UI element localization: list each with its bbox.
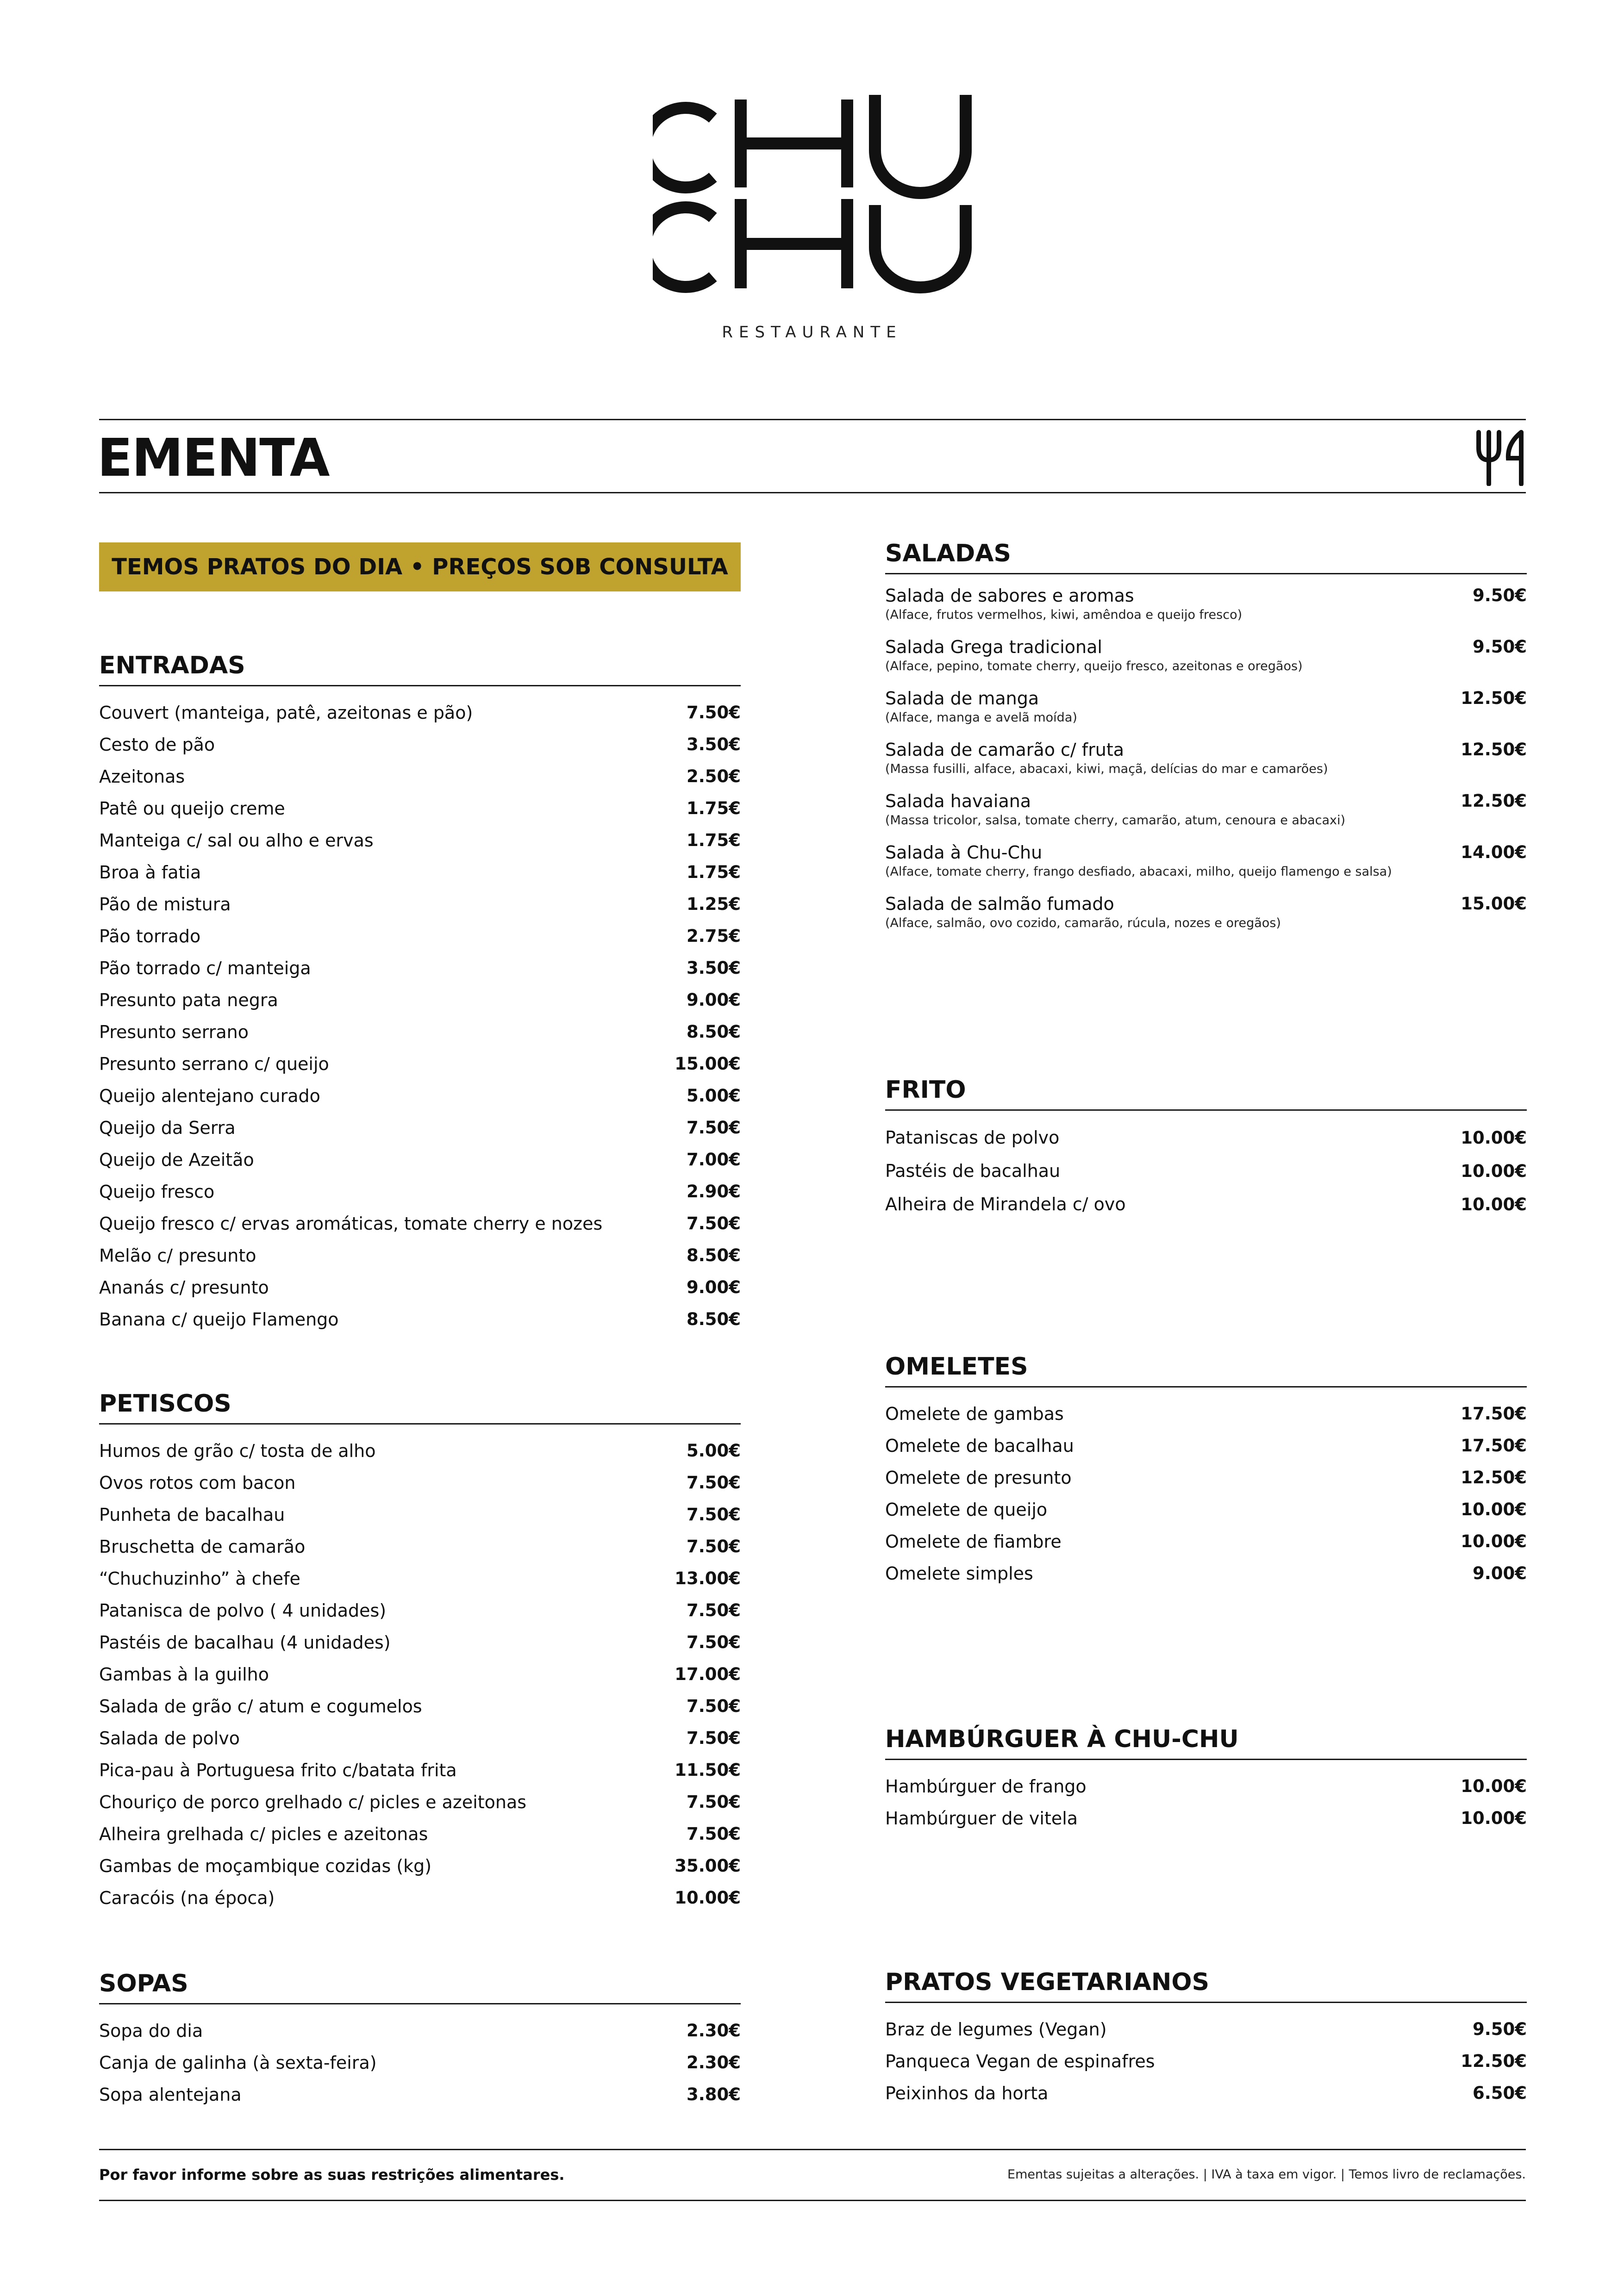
menu-item-price: 12.50€	[1461, 2051, 1527, 2071]
menu-item-description: (Alface, pepino, tomate cherry, queijo fresco, azeitonas e oregãos)	[885, 659, 1303, 673]
menu-item	[885, 636, 1527, 687]
menu-item-price: 7.50€	[686, 1213, 741, 1233]
menu-item	[885, 1462, 1527, 1493]
menu-item-name: Salada de polvo	[99, 1728, 240, 1748]
section-title: SOPAS	[99, 1970, 741, 2004]
menu-item-price: 2.75€	[686, 926, 741, 946]
menu-item-price: 9.00€	[1472, 1563, 1527, 1583]
footer-top-rule	[99, 2149, 1526, 2150]
menu-item-price: 2.90€	[686, 1182, 741, 1201]
menu-item-price: 14.00€	[1461, 842, 1527, 862]
menu-item	[99, 1690, 741, 1722]
menu-item-price: 35.00€	[675, 1856, 741, 1876]
menu-item-price: 10.00€	[1461, 1776, 1527, 1796]
menu-item	[99, 1850, 741, 1882]
menu-item	[885, 1525, 1527, 1557]
section-vegetarianos	[885, 1968, 1527, 2109]
menu-item	[99, 728, 741, 760]
menu-item	[99, 1818, 741, 1850]
menu-item	[885, 1188, 1527, 1221]
menu-item	[99, 1531, 741, 1562]
menu-item-name: Omelete simples	[885, 1563, 1033, 1584]
menu-item-price: 6.50€	[1472, 2083, 1527, 2103]
menu-item-name: Caracóis (na época)	[99, 1887, 275, 1908]
menu-item-price: 9.50€	[1472, 2019, 1527, 2039]
menu-item-price: 1.75€	[686, 830, 741, 850]
menu-item-text	[885, 893, 1281, 932]
menu-item	[885, 1802, 1527, 1834]
menu-item-description: (Massa tricolor, salsa, tomate cherry, camarão, atum, cenoura e abacaxi)	[885, 813, 1346, 828]
menu-item	[99, 1112, 741, 1144]
menu-item	[99, 856, 741, 888]
menu-item-name: Omelete de bacalhau	[885, 1435, 1074, 1456]
menu-item	[885, 585, 1527, 636]
menu-item-text	[885, 687, 1077, 726]
menu-item	[885, 2077, 1527, 2109]
menu-item-price: 17.50€	[1461, 1404, 1527, 1424]
menu-item	[885, 739, 1527, 790]
menu-item-price: 7.50€	[686, 1792, 741, 1812]
menu-item-name: Salada de salmão fumado	[885, 894, 1114, 914]
menu-item-name: Queijo de Azeitão	[99, 1149, 254, 1170]
menu-item	[99, 1435, 741, 1467]
menu-item-price: 2.50€	[686, 766, 741, 786]
menu-item	[99, 1594, 741, 1626]
menu-item-description: (Massa fusilli, alface, abacaxi, kiwi, maçã, delícias do mar e camarões)	[885, 762, 1328, 776]
cutlery-icon	[1475, 429, 1527, 486]
menu-item	[99, 760, 741, 792]
menu-item-name: Alheira de Mirandela c/ ovo	[885, 1194, 1126, 1214]
section-sopas	[99, 1970, 741, 2110]
menu-item	[885, 1154, 1527, 1188]
section-title: OMELETES	[885, 1353, 1527, 1388]
menu-item-name: Pataniscas de polvo	[885, 1127, 1060, 1148]
menu-list	[885, 585, 1527, 944]
section-entradas	[99, 652, 741, 1335]
menu-item	[885, 1770, 1527, 1802]
menu-item	[99, 2047, 741, 2078]
menu-item	[99, 1882, 741, 1914]
menu-item-price: 15.00€	[1461, 894, 1527, 914]
menu-item-price: 1.75€	[686, 798, 741, 818]
menu-item-price: 7.00€	[686, 1150, 741, 1170]
footer-bottom-rule	[99, 2200, 1526, 2201]
menu-item-name: Ananás c/ presunto	[99, 1277, 269, 1298]
menu-item-name: Patanisca de polvo ( 4 unidades)	[99, 1600, 387, 1621]
menu-item-text	[885, 585, 1242, 623]
menu-list	[99, 2015, 741, 2110]
section-title: SALADAS	[885, 540, 1527, 574]
menu-item-price: 7.50€	[686, 1632, 741, 1652]
menu-item-price: 3.50€	[686, 734, 741, 754]
menu-item	[885, 1493, 1527, 1525]
section-title: HAMBÚRGUER À CHU-CHU	[885, 1725, 1527, 1760]
menu-item-name: Omelete de fiambre	[885, 1531, 1062, 1552]
menu-item-text	[885, 636, 1303, 675]
menu-item-name: Patê ou queijo creme	[99, 798, 285, 819]
header-top-rule	[99, 419, 1526, 420]
menu-item-name: Pica-pau à Portuguesa frito c/batata frita	[99, 1760, 457, 1780]
menu-item-price: 10.00€	[675, 1888, 741, 1908]
menu-list	[99, 697, 741, 1335]
menu-item	[885, 841, 1527, 893]
menu-item	[99, 1626, 741, 1658]
menu-item-price: 2.30€	[686, 2053, 741, 2072]
menu-item-name: Pão de mistura	[99, 894, 231, 915]
menu-item-name: Braz de legumes (Vegan)	[885, 2019, 1107, 2040]
menu-item	[99, 1303, 741, 1335]
dietary-notice: Por favor informe sobre as suas restrições alimentares.	[99, 2166, 565, 2184]
menu-item	[99, 1080, 741, 1112]
section-title: ENTRADAS	[99, 652, 741, 686]
menu-item-name: “Chuchuzinho” à chefe	[99, 1568, 300, 1589]
menu-item-name: Punheta de bacalhau	[99, 1504, 285, 1525]
menu-item	[99, 1176, 741, 1207]
menu-item-price: 7.50€	[686, 1728, 741, 1748]
menu-list	[885, 1121, 1527, 1221]
menu-item-name: Alheira grelhada c/ picles e azeitonas	[99, 1823, 428, 1844]
menu-item-price: 2.30€	[686, 2021, 741, 2041]
menu-item-name: Salada havaiana	[885, 791, 1031, 811]
menu-item-price: 1.75€	[686, 862, 741, 882]
menu-item-name: Bruschetta de camarão	[99, 1536, 306, 1557]
menu-item-text	[885, 739, 1328, 778]
menu-item-name: Gambas de moçambique cozidas (kg)	[99, 1855, 432, 1876]
menu-item	[885, 1121, 1527, 1154]
menu-item	[99, 824, 741, 856]
menu-item-price: 17.00€	[675, 1664, 741, 1684]
menu-item-price: 13.00€	[675, 1568, 741, 1588]
section-omeletes	[885, 1353, 1527, 1589]
menu-item-price: 7.50€	[686, 1118, 741, 1138]
menu-item	[885, 1398, 1527, 1430]
menu-item	[99, 1786, 741, 1818]
menu-item-price: 7.50€	[686, 1505, 741, 1524]
menu-item	[99, 1144, 741, 1176]
menu-item-name: Broa à fatia	[99, 862, 201, 883]
menu-item-name: Hambúrguer de frango	[885, 1776, 1087, 1797]
menu-item	[885, 2045, 1527, 2077]
menu-list	[885, 1398, 1527, 1589]
menu-item-price: 9.00€	[686, 1277, 741, 1297]
menu-item-price: 10.00€	[1461, 1808, 1527, 1828]
menu-item-name: Pão torrado	[99, 926, 201, 946]
menu-item-name: Chouriço de porco grelhado c/ picles e azeitonas	[99, 1792, 527, 1812]
menu-item-price: 15.00€	[675, 1054, 741, 1074]
menu-item-price: 10.00€	[1461, 1531, 1527, 1551]
menu-item-price: 12.50€	[1461, 1468, 1527, 1487]
menu-item	[99, 1658, 741, 1690]
menu-item	[885, 1557, 1527, 1589]
menu-item-price: 10.00€	[1461, 1127, 1527, 1148]
menu-item-name: Manteiga c/ sal ou alho e ervas	[99, 830, 374, 851]
menu-item-name: Omelete de queijo	[885, 1499, 1048, 1520]
menu-item	[885, 893, 1527, 944]
menu-item	[885, 687, 1527, 739]
menu-item-name: Sopa alentejana	[99, 2084, 242, 2105]
menu-item-name: Hambúrguer de vitela	[885, 1808, 1078, 1829]
menu-item	[99, 792, 741, 824]
menu-item-price: 5.00€	[686, 1086, 741, 1106]
menu-item-price: 5.00€	[686, 1441, 741, 1461]
menu-item	[99, 2015, 741, 2047]
menu-item-name: Omelete de presunto	[885, 1467, 1072, 1488]
menu-item-description: (Alface, frutos vermelhos, kiwi, amêndoa e queijo fresco)	[885, 608, 1243, 622]
menu-item	[99, 1207, 741, 1239]
section-saladas	[885, 540, 1527, 944]
menu-item-name: Gambas à la guilho	[99, 1664, 269, 1685]
menu-item-price: 9.00€	[686, 990, 741, 1010]
section-title: FRITO	[885, 1076, 1527, 1111]
menu-item-description: (Alface, tomate cherry, frango desfiado, abacaxi, milho, queijo flamengo e salsa)	[885, 865, 1392, 879]
menu-item-name: Salada Grega tradicional	[885, 637, 1102, 657]
menu-item-price: 12.50€	[1461, 740, 1527, 759]
menu-item-name: Pastéis de bacalhau (4 unidades)	[99, 1632, 391, 1653]
menu-item	[99, 1239, 741, 1271]
menu-item-price: 9.50€	[1472, 637, 1527, 657]
menu-item-name: Queijo alentejano curado	[99, 1085, 320, 1106]
tagline: RESTAURANTE	[722, 323, 902, 342]
menu-item-name: Panqueca Vegan de espinafres	[885, 2051, 1155, 2072]
menu-item	[885, 790, 1527, 841]
menu-item-price: 7.50€	[686, 1600, 741, 1620]
menu-item-price: 12.50€	[1461, 791, 1527, 811]
menu-item	[99, 1754, 741, 1786]
menu-item	[885, 1430, 1527, 1462]
menu-item-name: Queijo da Serra	[99, 1117, 236, 1138]
chu-chu-logo	[653, 95, 977, 299]
menu-item-price: 8.50€	[686, 1309, 741, 1329]
menu-item-price: 7.50€	[686, 1824, 741, 1844]
menu-item	[99, 952, 741, 984]
menu-item-description: (Alface, manga e avelã moída)	[885, 710, 1077, 725]
menu-item-name: Humos de grão c/ tosta de alho	[99, 1440, 376, 1461]
menu-item	[99, 1016, 741, 1048]
menu-item-name: Queijo fresco c/ ervas aromáticas, tomate cherry e nozes	[99, 1213, 603, 1234]
menu-item-name: Salada de manga	[885, 688, 1039, 709]
menu-item-price: 7.50€	[686, 1537, 741, 1556]
menu-item-price: 7.50€	[686, 1473, 741, 1493]
menu-item	[99, 1562, 741, 1594]
header-bottom-rule	[99, 492, 1526, 493]
menu-item	[99, 920, 741, 952]
menu-item	[99, 1271, 741, 1303]
menu-item	[885, 2013, 1527, 2045]
menu-list	[885, 2013, 1527, 2109]
menu-item-price: 8.50€	[686, 1245, 741, 1265]
menu-item-price: 9.50€	[1472, 585, 1527, 605]
menu-item-price: 7.50€	[686, 1696, 741, 1716]
menu-item-name: Banana c/ queijo Flamengo	[99, 1309, 339, 1330]
menu-item-name: Salada à Chu-Chu	[885, 842, 1043, 863]
menu-item-price: 11.50€	[675, 1760, 741, 1780]
menu-item-name: Cesto de pão	[99, 734, 215, 755]
menu-item-text	[885, 841, 1392, 880]
menu-item	[99, 697, 741, 728]
menu-item-name: Salada de camarão c/ fruta	[885, 740, 1124, 760]
menu-item	[99, 984, 741, 1016]
menu-item	[99, 1467, 741, 1499]
menu-item	[99, 1048, 741, 1080]
menu-item-name: Queijo fresco	[99, 1181, 215, 1202]
menu-item-price: 10.00€	[1461, 1194, 1527, 1214]
menu-item-name: Presunto serrano	[99, 1021, 249, 1042]
menu-item-text	[885, 790, 1345, 829]
menu-item-name: Sopa do dia	[99, 2020, 203, 2041]
section-frito	[885, 1076, 1527, 1221]
menu-item-price: 3.80€	[686, 2084, 741, 2104]
daily-dishes-banner: TEMOS PRATOS DO DIA • PREÇOS SOB CONSULTA	[99, 542, 741, 591]
menu-item-name: Presunto serrano c/ queijo	[99, 1053, 329, 1074]
menu-item-name: Presunto pata negra	[99, 989, 278, 1010]
menu-item-price: 1.25€	[686, 894, 741, 914]
section-title: PETISCOS	[99, 1390, 741, 1425]
section-petiscos	[99, 1390, 741, 1914]
menu-item	[99, 1722, 741, 1754]
legal-notice: Ementas sujeitas a alterações. | IVA à taxa em vigor. | Temos livro de reclamações.	[1007, 2167, 1526, 2182]
menu-item-name: Azeitonas	[99, 766, 185, 787]
logo	[653, 95, 977, 299]
menu-item-description: (Alface, salmão, ovo cozido, camarão, rúcula, nozes e oregãos)	[885, 916, 1281, 930]
menu-item-name: Salada de grão c/ atum e cogumelos	[99, 1696, 422, 1717]
menu-item-name: Pastéis de bacalhau	[885, 1161, 1061, 1181]
menu-item-price: 7.50€	[686, 703, 741, 722]
menu-item-name: Peixinhos da horta	[885, 2083, 1049, 2103]
menu-item-name: Melão c/ presunto	[99, 1245, 256, 1266]
menu-item-name: Salada de sabores e aromas	[885, 585, 1134, 606]
menu-item-price: 10.00€	[1461, 1500, 1527, 1519]
menu-item-price: 8.50€	[686, 1022, 741, 1042]
menu-item-name: Canja de galinha (à sexta-feira)	[99, 2052, 377, 2073]
menu-list	[99, 1435, 741, 1914]
menu-item-name: Omelete de gambas	[885, 1403, 1064, 1424]
menu-item-price: 10.00€	[1461, 1161, 1527, 1181]
section-title: PRATOS VEGETARIANOS	[885, 1968, 1527, 2003]
section-hamburguer	[885, 1725, 1527, 1834]
menu-item-name: Pão torrado c/ manteiga	[99, 958, 311, 978]
menu-item-price: 3.50€	[686, 958, 741, 978]
menu-item	[99, 1499, 741, 1531]
page-title: EMENTA	[97, 428, 329, 488]
menu-item-name: Ovos rotos com bacon	[99, 1472, 296, 1493]
menu-item-price: 17.50€	[1461, 1436, 1527, 1456]
menu-item-price: 12.50€	[1461, 688, 1527, 708]
menu-item	[99, 2078, 741, 2110]
menu-item-name: Couvert (manteiga, patê, azeitonas e pão)	[99, 702, 473, 723]
menu-item	[99, 888, 741, 920]
menu-list	[885, 1770, 1527, 1834]
